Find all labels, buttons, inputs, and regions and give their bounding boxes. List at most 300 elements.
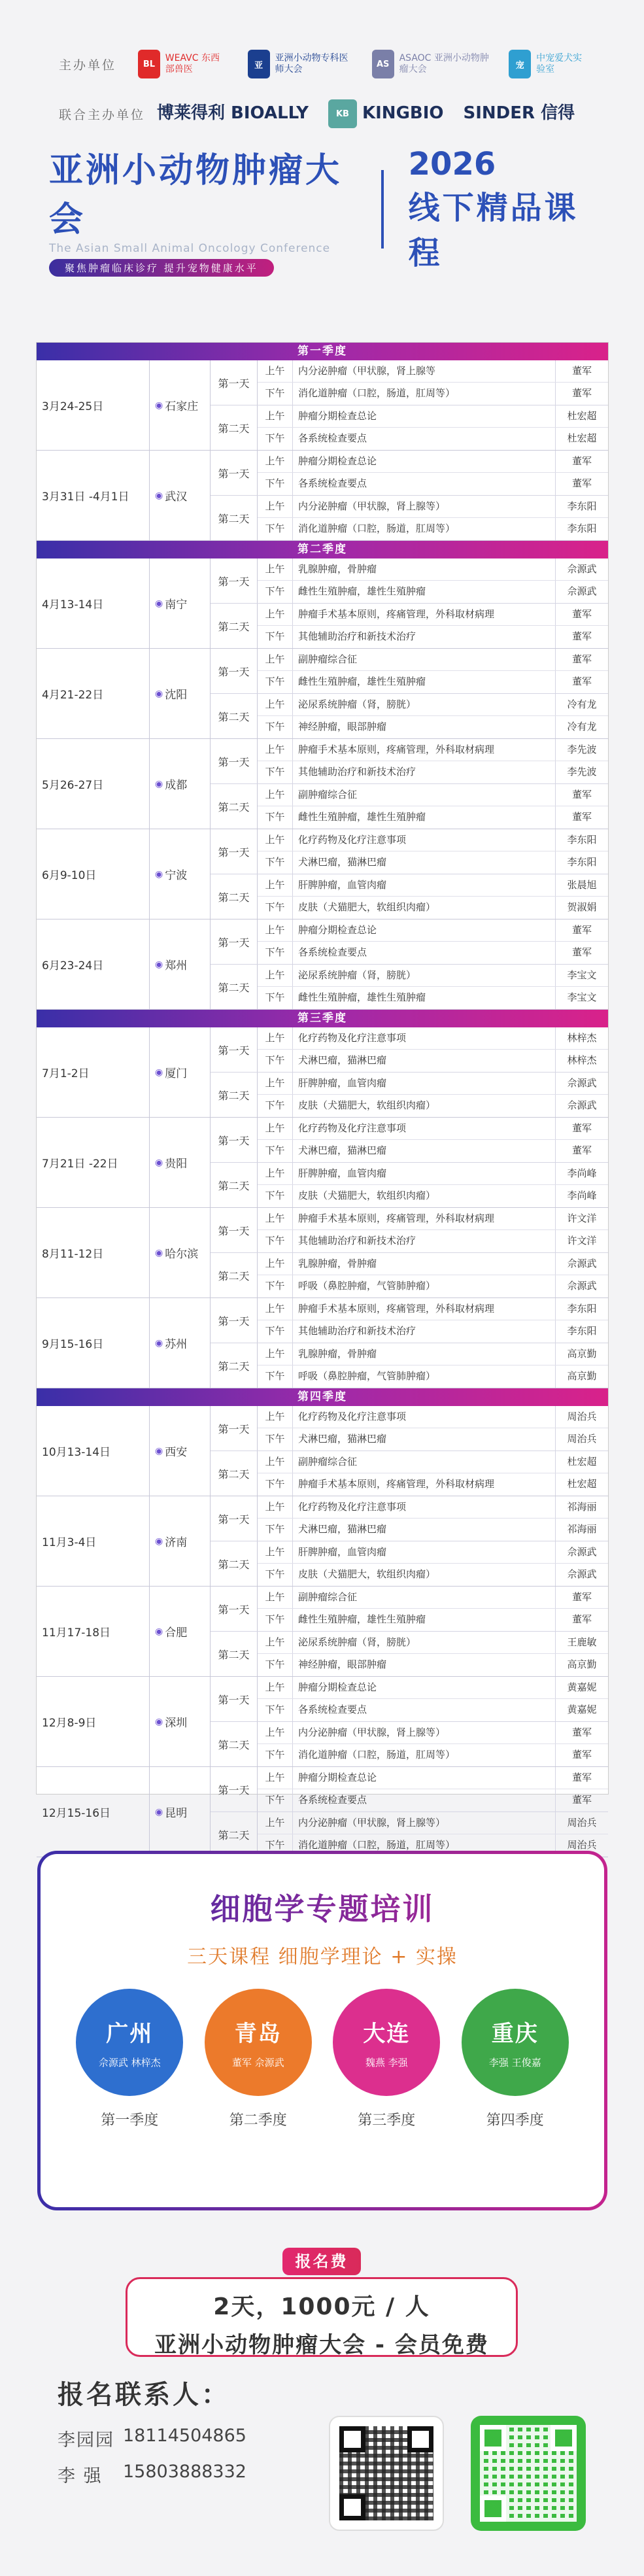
day-label: 第二天 bbox=[211, 1541, 258, 1586]
city-cell bbox=[150, 1406, 211, 1496]
half-day-label: 下午 bbox=[258, 1473, 293, 1496]
lecturer-cell: 佘源武 bbox=[567, 1099, 597, 1111]
logo-icon: 宠 bbox=[509, 50, 531, 78]
half-day-label: 下午 bbox=[258, 1275, 293, 1297]
half-day-label: 上午 bbox=[258, 739, 293, 761]
half-day-label: 下午 bbox=[258, 987, 293, 1009]
lecturer-cell: 周治兵 bbox=[567, 1411, 597, 1422]
topic-cell: 皮肤（犬猫肥大，软组织肉瘤） bbox=[293, 897, 556, 919]
location-pin-icon: ◉ bbox=[155, 1445, 163, 1456]
half-day-label: 上午 bbox=[258, 1208, 293, 1229]
location-pin-icon: ◉ bbox=[155, 1337, 163, 1348]
session-row bbox=[258, 1406, 608, 1428]
organizers-section bbox=[0, 0, 644, 160]
contact-name: 李 强 bbox=[58, 2466, 103, 2486]
organizer-name: 中宠爱犬实验室 bbox=[536, 53, 583, 75]
day-row bbox=[211, 1343, 608, 1388]
session-row bbox=[258, 1343, 608, 1365]
qr-finder bbox=[551, 2425, 577, 2451]
topic-cell: 乳腺肿瘤，骨肿瘤 bbox=[293, 558, 556, 580]
topic-cell: 副肿瘤综合征 bbox=[293, 649, 556, 670]
sessions-column bbox=[258, 829, 608, 874]
cytology-subtitle: 三天课程 细胞学理论 + 实操 bbox=[187, 1946, 458, 1968]
sessions-column bbox=[258, 919, 608, 964]
half-day-label: 下午 bbox=[258, 1789, 293, 1812]
topic-cell: 内分泌肿瘤（甲状腺，肾上腺等） bbox=[293, 1722, 556, 1743]
session-block bbox=[37, 1118, 608, 1208]
half-day-label: 上午 bbox=[258, 496, 293, 517]
organizer-name: 亚洲小动物专科医师大会 bbox=[275, 53, 348, 75]
days-column bbox=[211, 451, 608, 540]
session-row bbox=[258, 1654, 608, 1676]
half-day-label: 下午 bbox=[258, 1140, 293, 1162]
city-name: 武汉 bbox=[165, 490, 188, 504]
co-host-logos bbox=[157, 99, 594, 128]
city-cell bbox=[150, 1298, 211, 1388]
city-name: 郑州 bbox=[165, 959, 188, 972]
sessions-column bbox=[258, 1208, 608, 1252]
logo-icon: KB bbox=[328, 99, 357, 128]
topic-cell: 雌性生殖肿瘤，雄性生殖肿瘤 bbox=[293, 581, 556, 603]
day-label: 第二天 bbox=[211, 405, 258, 450]
half-day-label: 下午 bbox=[258, 1230, 293, 1252]
topic-cell: 副肿瘤综合征 bbox=[293, 1587, 556, 1608]
topic-cell: 呼吸（鼻腔肿瘤，气管肺肿瘤） bbox=[293, 1365, 556, 1388]
session-row bbox=[258, 784, 608, 806]
location-pin-icon: ◉ bbox=[155, 1806, 163, 1817]
topic-cell: 肿瘤分期检查总论 bbox=[293, 1767, 556, 1789]
header-right bbox=[409, 146, 608, 273]
topic-cell: 肿瘤手术基本原则，疼痛管理，外科取材病理 bbox=[293, 739, 556, 761]
season-header: 第二季度 bbox=[37, 541, 608, 558]
topic-cell: 副肿瘤综合征 bbox=[293, 784, 556, 806]
lecturer-cell: 贺淑娟 bbox=[567, 901, 597, 913]
city-cell bbox=[150, 1496, 211, 1586]
day-row bbox=[211, 1253, 608, 1297]
sessions-column bbox=[258, 360, 608, 405]
topic-cell: 化疗药物及化疗注意事项 bbox=[293, 1496, 556, 1518]
sessions-column bbox=[258, 1541, 608, 1586]
day-label: 第一天 bbox=[211, 1496, 258, 1541]
cytology-city-circle[interactable] bbox=[333, 1989, 440, 2096]
cytology-item bbox=[331, 1989, 442, 2129]
topic-cell: 雌性生殖肿瘤，雄性生殖肿瘤 bbox=[293, 806, 556, 829]
half-day-label: 下午 bbox=[258, 1365, 293, 1388]
half-day-label: 下午 bbox=[258, 383, 293, 405]
session-block bbox=[37, 739, 608, 829]
lecturer-cell: 佘源武 bbox=[567, 1568, 597, 1580]
session-row bbox=[258, 1428, 608, 1451]
day-row bbox=[211, 604, 608, 648]
sessions-column bbox=[258, 1677, 608, 1721]
day-row bbox=[211, 1451, 608, 1496]
session-row bbox=[258, 1744, 608, 1766]
day-row bbox=[211, 784, 608, 829]
half-day-label: 上午 bbox=[258, 1163, 293, 1184]
sessions-column bbox=[258, 1632, 608, 1676]
day-row bbox=[211, 1027, 608, 1073]
half-day-label: 上午 bbox=[258, 965, 293, 986]
city-name: 贵阳 bbox=[165, 1158, 188, 1171]
topic-cell: 肝脾肿瘤，血管肉瘤 bbox=[293, 1073, 556, 1094]
date-cell: 3月31日 -4月1日 bbox=[37, 451, 150, 540]
session-row bbox=[258, 649, 608, 671]
cytology-city-circle[interactable] bbox=[462, 1989, 569, 2096]
day-label: 第二天 bbox=[211, 1163, 258, 1207]
day-row bbox=[211, 558, 608, 604]
session-row bbox=[258, 1632, 608, 1654]
cytology-city-circle[interactable] bbox=[205, 1989, 312, 2096]
contact-phone[interactable]: 15803888332 bbox=[123, 2462, 246, 2482]
day-label: 第二天 bbox=[211, 965, 258, 1009]
day-label: 第一天 bbox=[211, 1677, 258, 1721]
organizer-name: ASAOC 亚洲小动物肿瘤大会 bbox=[399, 53, 489, 75]
lecturer-cell: 许文洋 bbox=[567, 1235, 597, 1246]
city-name: 宁波 bbox=[165, 869, 188, 882]
lecturer-cell: 冷有龙 bbox=[567, 698, 597, 710]
session-row bbox=[258, 1699, 608, 1721]
organizer-logo bbox=[372, 50, 490, 78]
session-row bbox=[258, 604, 608, 626]
topic-cell: 皮肤（犬猫肥大，软组织肉瘤） bbox=[293, 1095, 556, 1117]
location-pin-icon: ◉ bbox=[155, 400, 163, 411]
location-pin-icon: ◉ bbox=[155, 959, 163, 970]
half-day-label: 上午 bbox=[258, 829, 293, 851]
cytology-city-circle[interactable] bbox=[76, 1989, 183, 2096]
sessions-column bbox=[258, 1073, 608, 1117]
topic-cell: 肿瘤手术基本原则，疼痛管理，外科取材病理 bbox=[293, 1473, 556, 1496]
day-row bbox=[211, 1541, 608, 1586]
lecturer-cell: 祁海丽 bbox=[567, 1501, 597, 1513]
half-day-label: 上午 bbox=[258, 360, 293, 382]
city-cell bbox=[150, 1118, 211, 1207]
city-name: 哈尔滨 bbox=[165, 1248, 199, 1261]
logo-icon: BL bbox=[138, 50, 160, 78]
date-cell: 11月3-4日 bbox=[37, 1496, 150, 1586]
contact-phone[interactable]: 18114504865 bbox=[123, 2426, 246, 2446]
lecturer-cell: 董军 bbox=[571, 1122, 592, 1134]
city-cell bbox=[150, 451, 211, 540]
sessions-column bbox=[258, 604, 608, 648]
half-day-label: 上午 bbox=[258, 1812, 293, 1834]
session-row bbox=[258, 1365, 608, 1388]
session-row bbox=[258, 1564, 608, 1586]
topic-cell: 泌尿系统肿瘤（肾，膀胱） bbox=[293, 965, 556, 986]
session-row bbox=[258, 1541, 608, 1564]
lecturer-cell: 佘源武 bbox=[567, 1077, 597, 1089]
sessions-column bbox=[258, 874, 608, 919]
day-label: 第二天 bbox=[211, 1073, 258, 1117]
day-row bbox=[211, 1677, 608, 1722]
date-cell: 5月26-27日 bbox=[37, 739, 150, 829]
qr-code-icon[interactable] bbox=[329, 2416, 444, 2531]
cytology-season: 第一季度 bbox=[101, 2112, 159, 2129]
co-host-label: 联合主办单位 bbox=[59, 107, 146, 122]
sessions-column bbox=[258, 1722, 608, 1766]
day-label: 第一天 bbox=[211, 1406, 258, 1451]
day-row bbox=[211, 1496, 608, 1541]
session-row bbox=[258, 518, 608, 540]
contact-row bbox=[58, 2426, 246, 2451]
days-column bbox=[211, 1767, 608, 1857]
cytology-season: 第四季度 bbox=[486, 2112, 544, 2129]
sessions-column bbox=[258, 1253, 608, 1297]
cytology-item bbox=[74, 1989, 185, 2129]
topic-cell: 内分泌肿瘤（甲状腺，肾上腺等 bbox=[293, 360, 556, 382]
season-header: 第一季度 bbox=[37, 343, 608, 360]
sessions-column bbox=[258, 965, 608, 1009]
topic-cell: 化疗药物及化疗注意事项 bbox=[293, 1118, 556, 1139]
lecturer-cell: 董军 bbox=[571, 653, 592, 665]
city-name: 成都 bbox=[165, 779, 188, 792]
lecturer-cell: 林梓杰 bbox=[567, 1032, 597, 1044]
days-column bbox=[211, 1027, 608, 1117]
lecturer-cell: 高京勤 bbox=[567, 1658, 597, 1670]
session-row bbox=[258, 1140, 608, 1162]
day-label: 第一天 bbox=[211, 1767, 258, 1812]
half-day-label: 下午 bbox=[258, 761, 293, 783]
city-name: 沈阳 bbox=[165, 689, 188, 702]
day-label: 第一天 bbox=[211, 919, 258, 964]
conference-subtitle: The Asian Small Animal Oncology Conference bbox=[49, 241, 331, 255]
day-label: 第二天 bbox=[211, 1812, 258, 1857]
session-block bbox=[37, 1406, 608, 1496]
city-name: 厦门 bbox=[165, 1067, 188, 1080]
day-label: 第一天 bbox=[211, 739, 258, 783]
topic-cell: 肝脾肿瘤，血管肉瘤 bbox=[293, 874, 556, 896]
session-row bbox=[258, 1473, 608, 1496]
sessions-column bbox=[258, 1298, 608, 1343]
session-row bbox=[258, 1027, 608, 1050]
session-row bbox=[258, 1095, 608, 1117]
half-day-label: 上午 bbox=[258, 451, 293, 472]
location-pin-icon: ◉ bbox=[155, 778, 163, 789]
topic-cell: 各系统检查要点 bbox=[293, 1789, 556, 1812]
half-day-label: 下午 bbox=[258, 1519, 293, 1541]
day-row bbox=[211, 1406, 608, 1451]
half-day-label: 上午 bbox=[258, 919, 293, 941]
date-cell: 4月13-14日 bbox=[37, 558, 150, 648]
topic-cell: 肿瘤手术基本原则，疼痛管理，外科取材病理 bbox=[293, 604, 556, 625]
half-day-label: 下午 bbox=[258, 1609, 293, 1631]
topic-cell: 肿瘤分期检查总论 bbox=[293, 919, 556, 941]
day-row bbox=[211, 360, 608, 405]
sessions-column bbox=[258, 1343, 608, 1388]
sessions-column bbox=[258, 1163, 608, 1207]
logo-icon: AS bbox=[372, 50, 394, 78]
topic-cell: 犬淋巴瘤，猫淋巴瘤 bbox=[293, 1428, 556, 1451]
cytology-section bbox=[37, 1851, 607, 2210]
cytology-lecturers: 董军 佘源武 bbox=[231, 2057, 284, 2069]
topic-cell: 内分泌肿瘤（甲状腺，肾上腺等） bbox=[293, 1812, 556, 1834]
day-label: 第二天 bbox=[211, 1451, 258, 1496]
city-name: 西安 bbox=[165, 1446, 188, 1459]
qr-finder bbox=[339, 2494, 365, 2520]
sessions-column bbox=[258, 1496, 608, 1541]
topic-cell: 其他辅助治疗和新技术治疗 bbox=[293, 626, 556, 648]
wechat-qr-code-icon[interactable] bbox=[471, 2416, 586, 2531]
lecturer-cell: 李尚峰 bbox=[567, 1190, 597, 1201]
session-row bbox=[258, 581, 608, 603]
co-host-row bbox=[59, 89, 605, 139]
session-row bbox=[258, 1722, 608, 1744]
cytology-lecturers: 李强 王俊嘉 bbox=[488, 2057, 541, 2069]
half-day-label: 上午 bbox=[258, 1541, 293, 1563]
organizer-logo bbox=[138, 50, 228, 78]
location-pin-icon: ◉ bbox=[155, 490, 163, 501]
lecturer-cell: 董军 bbox=[571, 1749, 592, 1760]
lecturer-cell: 周治兵 bbox=[567, 1839, 597, 1851]
day-label: 第二天 bbox=[211, 496, 258, 540]
day-row bbox=[211, 405, 608, 450]
session-row bbox=[258, 1050, 608, 1072]
topic-cell: 皮肤（犬猫肥大，软组织肉瘤） bbox=[293, 1564, 556, 1586]
session-row bbox=[258, 761, 608, 783]
session-row bbox=[258, 383, 608, 405]
topic-cell: 泌尿系统肿瘤（肾，膀胱） bbox=[293, 1632, 556, 1653]
half-day-label: 下午 bbox=[258, 1834, 293, 1857]
topic-cell: 肝脾肿瘤，血管肉瘤 bbox=[293, 1163, 556, 1184]
date-cell: 9月15-16日 bbox=[37, 1298, 150, 1388]
lecturer-cell: 李东阳 bbox=[567, 500, 597, 512]
day-row bbox=[211, 829, 608, 874]
city-cell bbox=[150, 829, 211, 919]
topic-cell: 消化道肿瘤（口腔，肠道，肛周等） bbox=[293, 518, 556, 540]
slogan-pill: 聚焦肿瘤临床诊疗 提升宠物健康水平 bbox=[49, 259, 274, 277]
half-day-label: 上午 bbox=[258, 1722, 293, 1743]
half-day-label: 下午 bbox=[258, 1185, 293, 1207]
session-row bbox=[258, 806, 608, 829]
session-row bbox=[258, 451, 608, 473]
session-row bbox=[258, 496, 608, 518]
city-cell bbox=[150, 1677, 211, 1766]
day-row bbox=[211, 451, 608, 496]
half-day-label: 下午 bbox=[258, 1699, 293, 1721]
half-day-label: 下午 bbox=[258, 518, 293, 540]
session-block bbox=[37, 1587, 608, 1677]
day-label: 第一天 bbox=[211, 1298, 258, 1343]
half-day-label: 下午 bbox=[258, 581, 293, 603]
organizer-name: KINGBIO bbox=[362, 103, 444, 124]
organizer-logo bbox=[509, 50, 585, 78]
half-day-label: 上午 bbox=[258, 1118, 293, 1139]
half-day-label: 上午 bbox=[258, 604, 293, 625]
half-day-label: 下午 bbox=[258, 1654, 293, 1676]
day-row bbox=[211, 1298, 608, 1343]
session-block bbox=[37, 829, 608, 919]
schedule-table bbox=[36, 342, 609, 1851]
half-day-label: 上午 bbox=[258, 1073, 293, 1094]
city-cell bbox=[150, 1587, 211, 1676]
cytology-season: 第三季度 bbox=[358, 2112, 416, 2129]
location-pin-icon: ◉ bbox=[155, 1157, 163, 1168]
topic-cell: 内分泌肿瘤（甲状腺，肾上腺等） bbox=[293, 496, 556, 517]
session-row bbox=[258, 919, 608, 942]
lecturer-cell: 董军 bbox=[571, 1794, 592, 1806]
topic-cell: 肿瘤手术基本原则，疼痛管理，外科取材病理 bbox=[293, 1298, 556, 1320]
half-day-label: 下午 bbox=[258, 626, 293, 648]
half-day-label: 下午 bbox=[258, 1095, 293, 1117]
topic-cell: 犬淋巴瘤，猫淋巴瘤 bbox=[293, 1519, 556, 1541]
session-block bbox=[37, 1767, 608, 1857]
half-day-label: 下午 bbox=[258, 851, 293, 874]
half-day-label: 上午 bbox=[258, 1677, 293, 1698]
lecturer-cell: 董军 bbox=[571, 387, 592, 399]
days-column bbox=[211, 1496, 608, 1586]
lecturer-cell: 周治兵 bbox=[567, 1433, 597, 1445]
season-header: 第四季度 bbox=[37, 1388, 608, 1406]
topic-cell: 犬淋巴瘤，猫淋巴瘤 bbox=[293, 1140, 556, 1162]
session-row bbox=[258, 1451, 608, 1473]
half-day-label: 上午 bbox=[258, 1298, 293, 1320]
lecturer-cell: 佘源武 bbox=[567, 563, 597, 575]
topic-cell: 皮肤（犬猫肥大，软组织肉瘤） bbox=[293, 1185, 556, 1207]
day-label: 第二天 bbox=[211, 1722, 258, 1766]
location-pin-icon: ◉ bbox=[155, 1536, 163, 1547]
half-day-label: 上午 bbox=[258, 874, 293, 896]
half-day-label: 下午 bbox=[258, 428, 293, 450]
session-row bbox=[258, 874, 608, 897]
day-row bbox=[211, 1812, 608, 1857]
day-label: 第二天 bbox=[211, 784, 258, 829]
lecturer-cell: 杜宏超 bbox=[567, 1478, 597, 1490]
day-row bbox=[211, 694, 608, 738]
days-column bbox=[211, 360, 608, 450]
half-day-label: 下午 bbox=[258, 473, 293, 495]
sessions-column bbox=[258, 558, 608, 603]
topic-cell: 神经肿瘤，眼部肿瘤 bbox=[293, 1654, 556, 1676]
day-label: 第一天 bbox=[211, 1587, 258, 1631]
lecturer-cell: 李尚峰 bbox=[567, 1167, 597, 1179]
days-column bbox=[211, 1587, 608, 1676]
header-left bbox=[49, 143, 356, 277]
half-day-label: 上午 bbox=[258, 1451, 293, 1473]
half-day-label: 上午 bbox=[258, 1406, 293, 1428]
days-column bbox=[211, 1118, 608, 1207]
lecturer-cell: 李宝文 bbox=[567, 969, 597, 981]
session-row bbox=[258, 829, 608, 851]
city-name: 合肥 bbox=[165, 1626, 188, 1640]
sessions-column bbox=[258, 496, 608, 540]
session-row bbox=[258, 1812, 608, 1834]
lecturer-cell: 佘源武 bbox=[567, 585, 597, 597]
city-name: 南宁 bbox=[165, 598, 188, 611]
location-pin-icon: ◉ bbox=[155, 1626, 163, 1637]
lecturer-cell: 董军 bbox=[571, 1591, 592, 1603]
fee-box bbox=[126, 2277, 518, 2357]
date-cell: 10月13-14日 bbox=[37, 1406, 150, 1496]
session-row bbox=[258, 851, 608, 874]
lecturer-cell: 祁海丽 bbox=[567, 1523, 597, 1535]
topic-cell: 消化道肿瘤（口腔，肠道，肛周等） bbox=[293, 1744, 556, 1766]
date-cell: 7月21日 -22日 bbox=[37, 1118, 150, 1207]
session-row bbox=[258, 1073, 608, 1095]
day-label: 第一天 bbox=[211, 649, 258, 693]
lecturer-cell: 董军 bbox=[571, 946, 592, 958]
city-cell bbox=[150, 360, 211, 450]
conference-title: 亚洲小动物肿瘤大会 bbox=[49, 150, 343, 239]
session-row bbox=[258, 558, 608, 581]
session-row bbox=[258, 1118, 608, 1140]
cytology-item bbox=[460, 1989, 571, 2129]
half-day-label: 上午 bbox=[258, 1632, 293, 1653]
sessions-column bbox=[258, 1027, 608, 1072]
session-row bbox=[258, 1767, 608, 1789]
lecturer-cell: 董军 bbox=[571, 789, 592, 800]
city-cell bbox=[150, 558, 211, 648]
half-day-label: 上午 bbox=[258, 1496, 293, 1518]
session-row bbox=[258, 1789, 608, 1812]
